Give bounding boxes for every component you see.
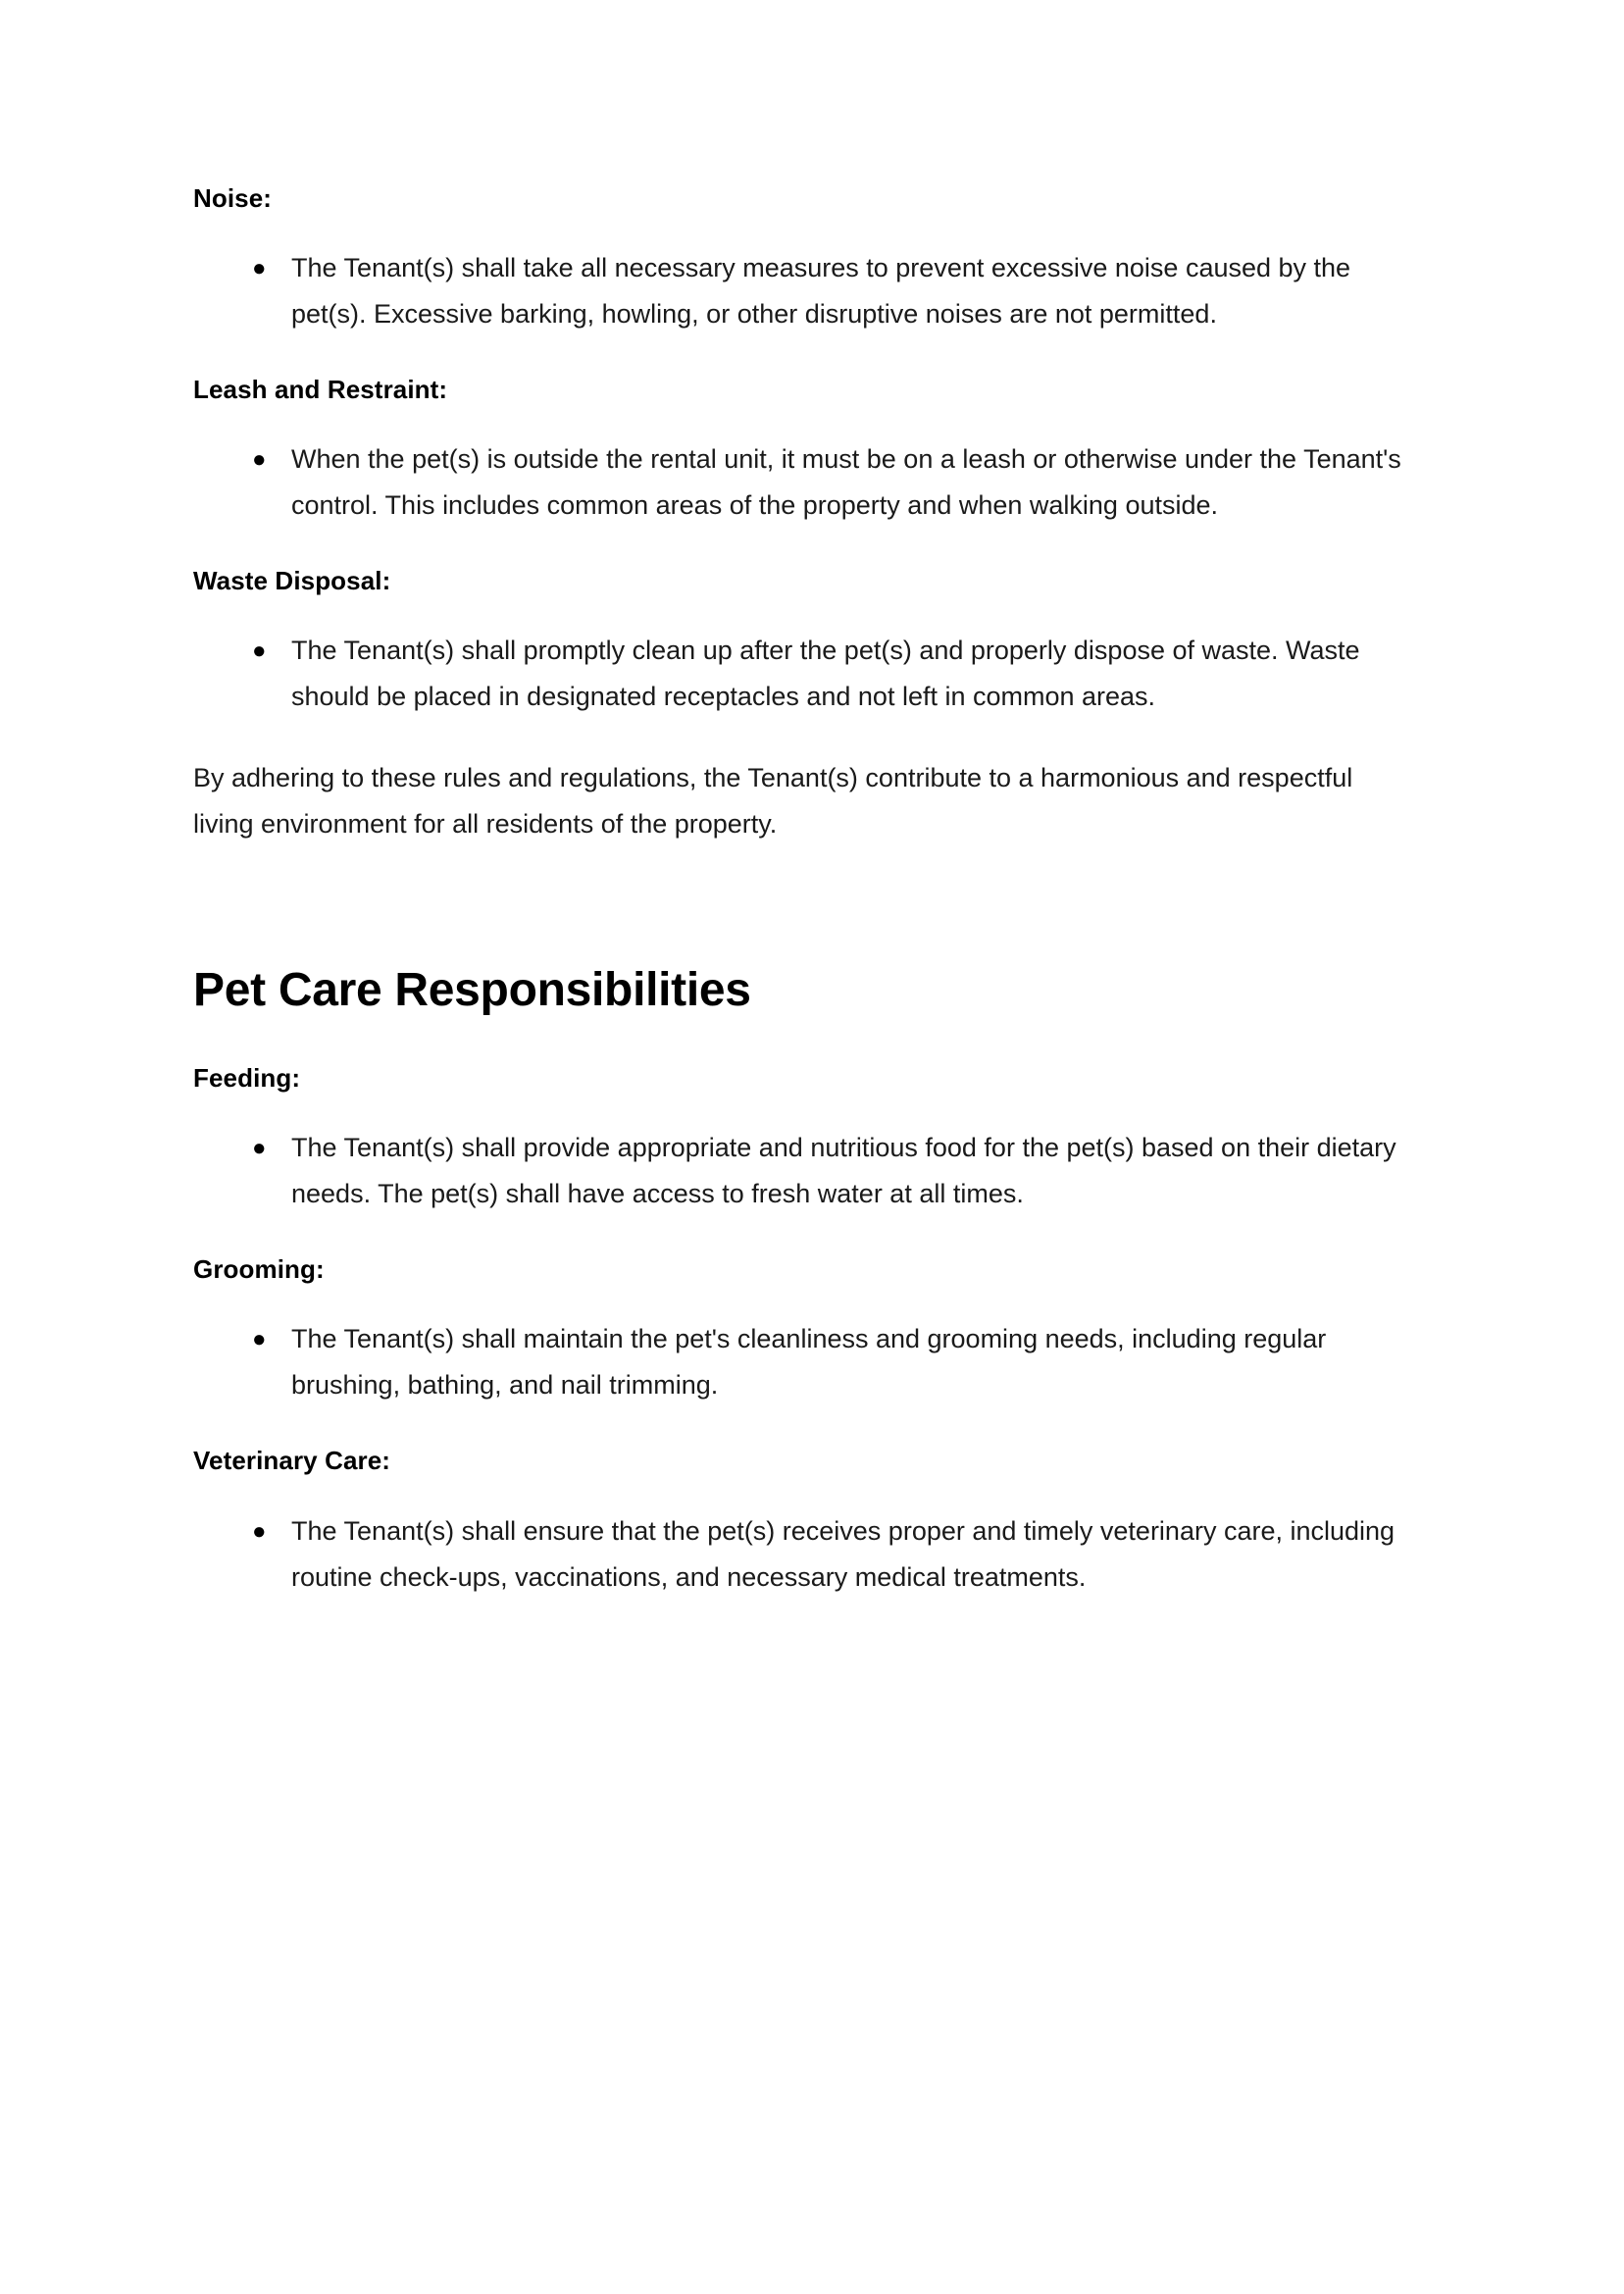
- list-item-text: The Tenant(s) shall promptly clean up after the pet(s) and properly dispose of waste. Waste should be placed in designated receptacles and not left in common areas.: [291, 636, 1360, 712]
- list-item-text: The Tenant(s) shall maintain the pet's cleanliness and grooming needs, including regular brushing, bathing, and nail trimming.: [291, 1324, 1327, 1401]
- list-item: [193, 1125, 1431, 1217]
- list-item: [193, 436, 1431, 529]
- bullet-icon: ●: [252, 1135, 267, 1162]
- bullet-list-feeding: [193, 1125, 1431, 1217]
- bullet-list-waste-disposal: [193, 628, 1431, 720]
- bullet-icon: ●: [252, 446, 267, 474]
- bullet-list-veterinary-care: [193, 1508, 1431, 1601]
- page-content: [193, 181, 1431, 1636]
- subheading-noise: Noise:: [193, 183, 273, 213]
- subheading-feeding: Feeding:: [193, 1063, 301, 1094]
- list-item-text: The Tenant(s) shall take all necessary measures to prevent excessive noise caused by the pet(s). Excessive barking, howling, or other disruptive noises are not permitted.: [291, 253, 1351, 330]
- list-item: [193, 1316, 1431, 1408]
- list-item: [193, 1508, 1431, 1601]
- list-item: [193, 245, 1431, 337]
- bullet-icon: ●: [252, 1517, 267, 1545]
- bullet-icon: ●: [252, 1326, 267, 1353]
- list-item-text: The Tenant(s) shall provide appropriate and nutritious food for the pet(s) based on their dietary needs. The pet(s) shall have access to fresh water at all times.: [291, 1133, 1396, 1209]
- subheading-veterinary-care: Veterinary Care:: [193, 1446, 391, 1476]
- subheading-waste-disposal: Waste Disposal:: [193, 566, 391, 596]
- bullet-icon: ●: [252, 255, 267, 282]
- closing-paragraph: By adhering to these rules and regulations, the Tenant(s) contribute to a harmonious and respectful living environment for all residents of the property.: [193, 763, 1353, 840]
- bullet-list-leash-and-restraint: [193, 436, 1431, 529]
- subheading-grooming: Grooming:: [193, 1254, 325, 1285]
- list-item: [193, 628, 1431, 720]
- list-item-text: The Tenant(s) shall ensure that the pet(s) receives proper and timely veterinary care, including routine check-ups, vaccinations, and necessary medical treatments.: [291, 1515, 1396, 1592]
- bullet-list-noise: [193, 245, 1431, 337]
- list-item-text: When the pet(s) is outside the rental unit, it must be on a leash or otherwise under the Tenant's control. This includes common areas of the property and when walking outside.: [291, 444, 1401, 521]
- subheading-leash-and-restraint: Leash and Restraint:: [193, 375, 448, 405]
- page-title: Pet Care Responsibilities: [193, 964, 751, 1017]
- bullet-icon: ●: [252, 637, 267, 665]
- bullet-list-grooming: [193, 1316, 1431, 1408]
